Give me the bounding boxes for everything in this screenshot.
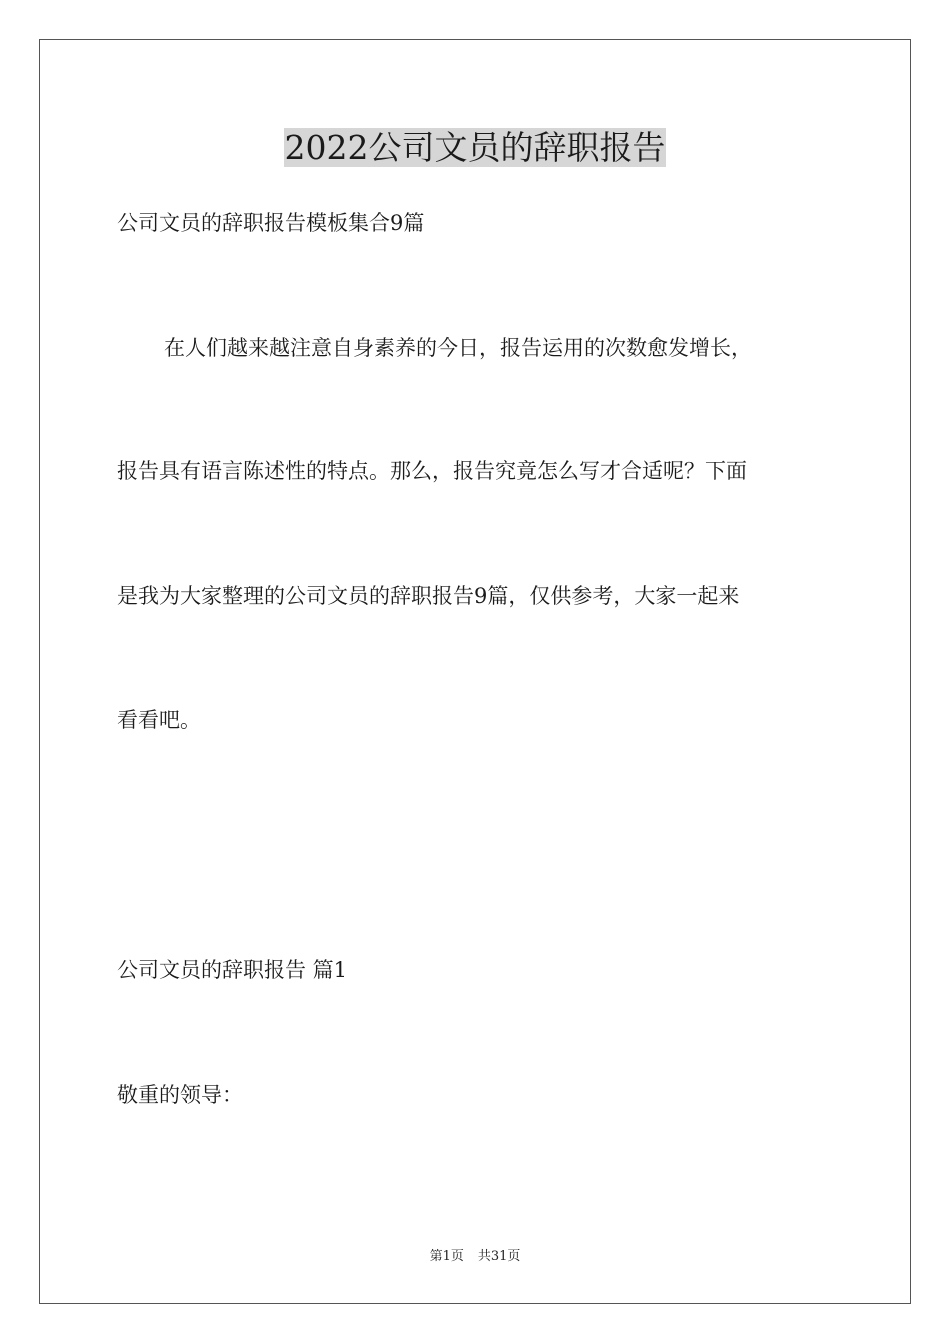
page-number: 第1页	[429, 1249, 464, 1264]
page-footer	[0, 1248, 950, 1266]
document-title	[0, 124, 950, 172]
document-subtitle: 公司文员的辞职报告模板集合9篇	[117, 211, 425, 235]
section-heading: 公司文员的辞职报告 篇1	[117, 958, 348, 982]
salutation: 敬重的领导：	[117, 1083, 243, 1107]
intro-line-1: 在人们越来越注意自身素养的今日，报告运用的次数愈发增长，	[164, 336, 752, 360]
document-title-text: 2022公司文员的辞职报告	[284, 128, 666, 167]
intro-line-4: 看看吧。	[117, 708, 201, 732]
intro-line-2: 报告具有语言陈述性的特点。那么，报告究竟怎么写才合适呢？下面	[117, 459, 747, 483]
page-total: 共31页	[477, 1249, 521, 1264]
intro-line-3: 是我为大家整理的公司文员的辞职报告9篇，仅供参考，大家一起来	[117, 584, 740, 608]
